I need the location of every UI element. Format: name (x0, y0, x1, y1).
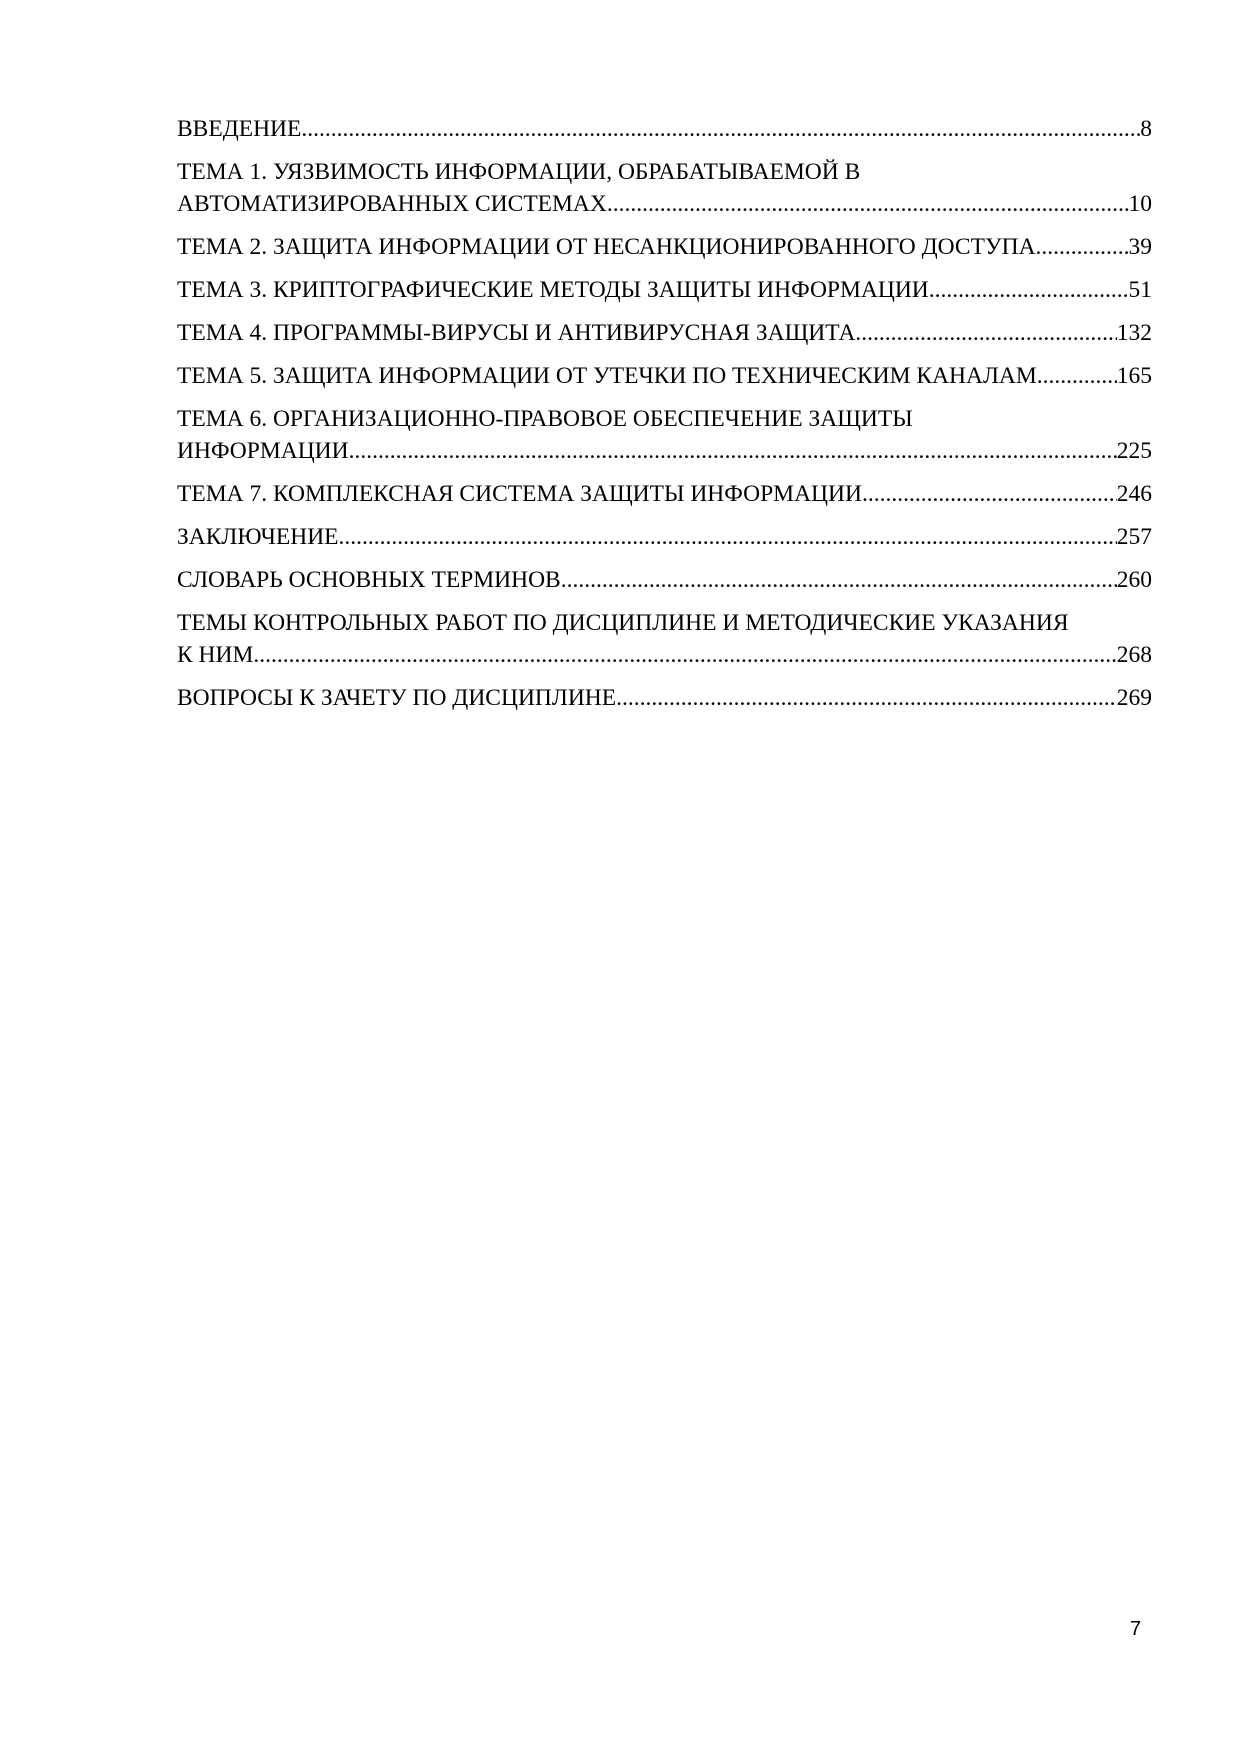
toc-entry-topic-1[interactable] (177, 156, 1152, 220)
toc-entry-topic-2[interactable] (177, 231, 1152, 263)
toc-dot-leader (349, 435, 1117, 467)
toc-entry-title: ВВЕДЕНИЕ (177, 116, 302, 142)
toc-entry-introduction[interactable] (177, 113, 1152, 145)
toc-dot-leader (1036, 231, 1129, 263)
toc-entry-title: ТЕМА 5. ЗАЩИТА ИНФОРМАЦИИ ОТ УТЕЧКИ ПО ТЕХНИЧЕСКИМ КАНАЛАМ (177, 363, 1037, 389)
toc-dot-leader (301, 113, 1140, 145)
toc-entry-topic-7[interactable] (177, 478, 1152, 510)
toc-page-number: 268 (1116, 642, 1152, 668)
toc-entry-exam-questions[interactable] (177, 682, 1152, 714)
toc-entry-title: СЛОВАРЬ ОСНОВНЫХ ТЕРМИНОВ (177, 567, 561, 593)
toc-dot-leader (339, 521, 1117, 553)
toc-page-number: 51 (1128, 277, 1152, 303)
toc-entry-title-line-1: ТЕМА 1. УЯЗВИМОСТЬ ИНФОРМАЦИИ, ОБРАБАТЫВАЕМОЙ В (177, 159, 861, 185)
toc-page-number: 260 (1116, 567, 1152, 593)
toc-entry-title: ИНФОРМАЦИИ (177, 438, 349, 464)
toc-entry-conclusion[interactable] (177, 521, 1152, 553)
toc-entry-title: ТЕМА 3. КРИПТОГРАФИЧЕСКИЕ МЕТОДЫ ЗАЩИТЫ ИНФОРМАЦИИ (177, 277, 929, 303)
toc-entry-title: ТЕМА 7. КОМПЛЕКСНАЯ СИСТЕМА ЗАЩИТЫ ИНФОРМАЦИИ (177, 481, 862, 507)
toc-entry-title: ЗАКЛЮЧЕНИЕ (177, 524, 339, 550)
toc-dot-leader (253, 639, 1116, 671)
toc-page-number: 8 (1140, 116, 1152, 142)
toc-entry-glossary[interactable] (177, 564, 1152, 596)
toc-dot-leader (855, 317, 1116, 349)
toc-entry-topic-4[interactable] (177, 317, 1152, 349)
toc-entry-assignments[interactable] (177, 607, 1152, 671)
toc-entry-topic-3[interactable] (177, 274, 1152, 306)
toc-dot-leader (561, 564, 1117, 596)
toc-entry-title-line-1: ТЕМЫ КОНТРОЛЬНЫХ РАБОТ ПО ДИСЦИПЛИНЕ И МЕТОДИЧЕСКИЕ УКАЗАНИЯ (177, 610, 1069, 636)
toc-entry-topic-6[interactable] (177, 403, 1152, 467)
toc-page-number: 39 (1128, 234, 1152, 260)
toc-page-number: 269 (1116, 685, 1152, 711)
table-of-contents (177, 113, 1152, 725)
toc-page-number: 10 (1128, 191, 1152, 217)
toc-entry-title: АВТОМАТИЗИРОВАННЫХ СИСТЕМАХ (177, 191, 607, 217)
page-number: 7 (1130, 1618, 1142, 1640)
toc-entry-topic-5[interactable] (177, 360, 1152, 392)
toc-dot-leader (616, 682, 1117, 714)
toc-page-number: 257 (1116, 524, 1152, 550)
toc-entry-title: ТЕМА 4. ПРОГРАММЫ-ВИРУСЫ И АНТИВИРУСНАЯ ЗАЩИТА (177, 320, 856, 346)
toc-dot-leader (1037, 360, 1117, 392)
toc-page-number: 165 (1116, 363, 1152, 389)
toc-dot-leader (862, 478, 1117, 510)
toc-entry-title-line-1: ТЕМА 6. ОРГАНИЗАЦИОННО-ПРАВОВОЕ ОБЕСПЕЧЕНИЕ ЗАЩИТЫ (177, 406, 913, 432)
toc-dot-leader (607, 188, 1129, 220)
toc-entry-title: К НИМ (177, 642, 254, 668)
toc-page-number: 225 (1116, 438, 1152, 464)
toc-entry-title: ТЕМА 2. ЗАЩИТА ИНФОРМАЦИИ ОТ НЕСАНКЦИОНИРОВАННОГО ДОСТУПА (177, 234, 1036, 260)
toc-page-number: 246 (1116, 481, 1152, 507)
toc-dot-leader (929, 274, 1129, 306)
toc-entry-title: ВОПРОСЫ К ЗАЧЕТУ ПО ДИСЦИПЛИНЕ (177, 685, 617, 711)
toc-page-number: 132 (1116, 320, 1152, 346)
